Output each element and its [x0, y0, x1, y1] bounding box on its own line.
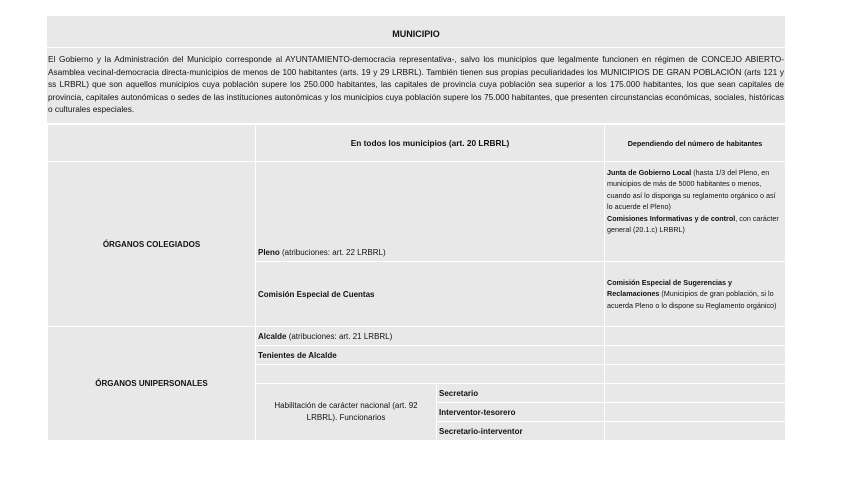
- interventor-cell: Interventor-tesorero: [437, 403, 605, 422]
- municipio-sheet: [47, 16, 785, 441]
- empty-cell: [605, 422, 786, 441]
- sugerencias-cell: [605, 262, 786, 327]
- informativas-detail: , con carácter general (20.1.c) LRBRL): [607, 213, 779, 235]
- cuentas-cell: Comisión Especial de Cuentas: [256, 262, 605, 327]
- colegiados-label: ÓRGANOS COLEGIADOS: [48, 162, 256, 327]
- empty-cell: [605, 384, 786, 403]
- empty-cell: [256, 365, 605, 384]
- alcalde-cell: [256, 327, 605, 346]
- sugerencias-name: Comisión Especial de Sugerencias y Reclamaciones: [607, 277, 733, 299]
- junta-name: Junta de Gobierno Local: [607, 168, 692, 177]
- unipersonales-label: ÓRGANOS UNIPERSONALES: [48, 327, 256, 441]
- empty-cell: [605, 365, 786, 384]
- junta-cell: [605, 162, 786, 262]
- header-empty-cell: [48, 125, 256, 162]
- junta-detail: (hasta 1/3 del Pleno, en municipios de más de 5000 habitantes o menos, cuando así lo disponga su reglamento orgánico o así lo acuerde el Pleno): [607, 168, 776, 212]
- alcalde-detail: (atribuciones: art. 21 LRBRL): [286, 331, 393, 341]
- pleno-name: Pleno: [258, 248, 280, 257]
- pleno-detail: (atribuciones: art. 22 LRBRL): [279, 248, 386, 257]
- pleno-cell: [256, 162, 605, 262]
- alcalde-name: Alcalde: [258, 331, 287, 341]
- empty-cell: [605, 346, 786, 365]
- table-row: [48, 327, 786, 346]
- sugerencias-detail: (Municipios de gran población, si lo acuerda Pleno o lo dispone su Reglamento orgánico): [607, 289, 777, 310]
- tenientes-cell: Tenientes de Alcalde: [256, 346, 605, 365]
- table-header-row: [48, 125, 786, 162]
- organs-table: [47, 124, 786, 441]
- header-all-municipalities: En todos los municipios (art. 20 LRBRL): [256, 125, 605, 162]
- intro-paragraph: El Gobierno y la Administración del Municipio corresponde al AYUNTAMIENTO-democracia representativa-, salvo los municipios que legalmente funcionen en régimen de CONCEJO ABIERTO-Asamblea vecinal-democracia directa-municipios de menos de 100 habitantes (arts. 19 y 29 LRBRL). También tienen sus propias peculiaridades los MUNICIPIOS DE GRAN POBLACIÓN (arts 121 y ss LRBRL) que son aquellos municipios cuya población supere los 250.000 habitantes, las capitales de provincia cuya población sea superior a los 175.000 habitantes, los que sean capitales de provincia, capitales autonómicas o sedes de las instituciones autonómicas y los municipios cuya población supere los 75.000 habitantes, que presenten circunstancias económicas, sociales, históricas o culturales especiales.: [47, 48, 785, 124]
- page-title: MUNICIPIO: [47, 16, 785, 48]
- secretario-cell: Secretario: [437, 384, 605, 403]
- informativas-name: Comisiones Informativas y de control: [607, 213, 736, 223]
- empty-cell: [605, 403, 786, 422]
- secretario-interventor-cell: Secretario-interventor: [437, 422, 605, 441]
- table-row: [48, 162, 786, 262]
- header-by-population: Dependiendo del número de habitantes: [605, 125, 786, 162]
- habilitacion-cell: Habilitación de carácter nacional (art. 92 LRBRL). Funcionarios: [256, 384, 437, 441]
- empty-cell: [605, 327, 786, 346]
